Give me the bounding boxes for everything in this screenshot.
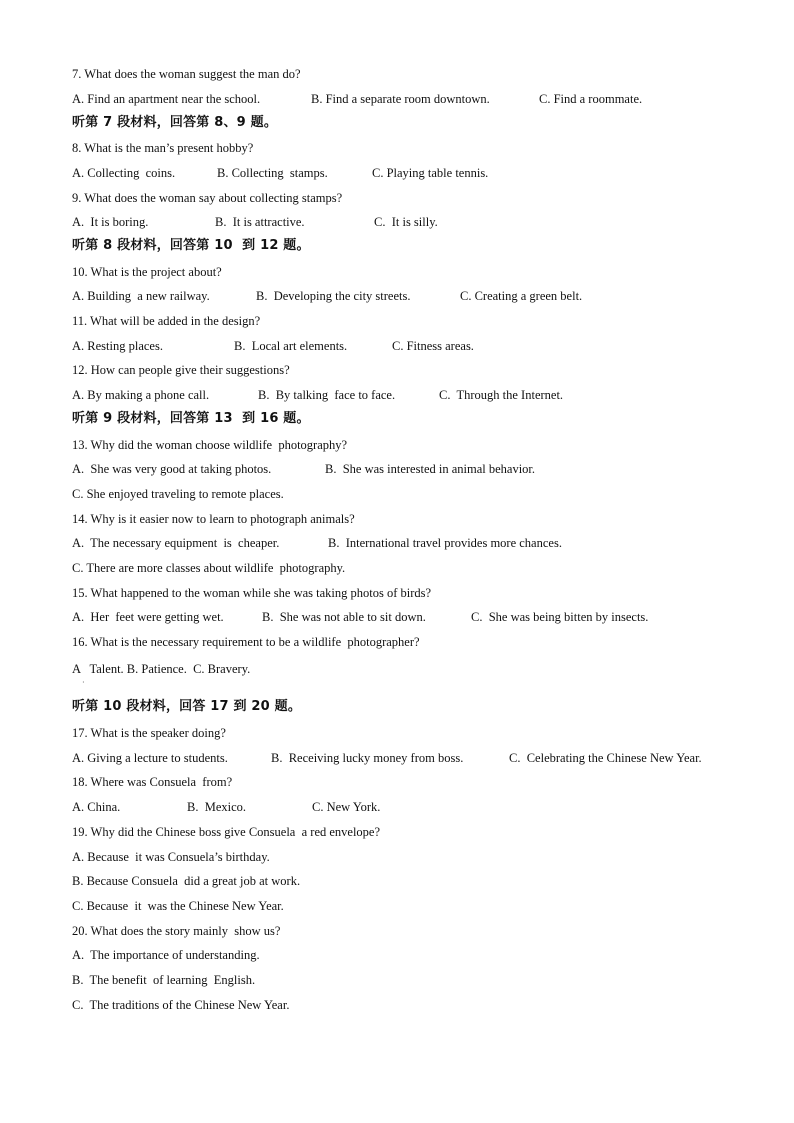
question-8: 8. What is the man’s present hobby?: [72, 141, 254, 155]
question-14: 14. Why is it easier now to learn to photograph animals?: [72, 512, 355, 526]
option-14a: A. The necessary equipment is cheaper.: [72, 536, 280, 550]
question-16: 16. What is the necessary requirement to be a wildlife photographer?: [72, 635, 420, 649]
option-10b: B. Developing the city streets.: [256, 289, 411, 303]
section-header-7: 听第 7 段材料，回答第 8、9 题。: [72, 115, 278, 130]
option-8b: B. Collecting stamps.: [217, 166, 328, 180]
option-15a: A. Her feet were getting wet.: [72, 610, 224, 624]
question-17: 17. What is the speaker doing?: [72, 726, 226, 740]
question-7: 7. What does the woman suggest the man do?: [72, 67, 301, 81]
options-row-17: [72, 750, 772, 766]
option-7a: A. Find an apartment near the school.: [72, 92, 261, 106]
question-12: 12. How can people give their suggestions?: [72, 363, 290, 377]
option-13b: B. She was interested in animal behavior.: [325, 462, 536, 476]
option-17a: A. Giving a lecture to students.: [72, 751, 228, 765]
option-19a: A. Because it was Consuela’s birthday.: [72, 850, 270, 864]
option-10a: A. Building a new railway.: [72, 289, 210, 303]
option-8a: A. Collecting coins.: [72, 166, 176, 180]
section-header-9: 听第 9 段材料，回答第 13 到 16 题。: [72, 411, 310, 426]
option-13a: A. She was very good at taking photos.: [72, 462, 272, 476]
option-7b: B. Find a separate room downtown.: [311, 92, 490, 106]
question-19: 19. Why did the Chinese boss give Consuela a red envelope?: [72, 825, 381, 839]
option-17c: C. Celebrating the Chinese New Year.: [509, 751, 702, 765]
option-12c: C. Through the Internet.: [439, 388, 564, 402]
option-13c: C. She enjoyed traveling to remote places.: [72, 487, 284, 501]
question-10: 10. What is the project about?: [72, 265, 222, 279]
option-8c: C. Playing table tennis.: [372, 166, 489, 180]
option-20c: C. The traditions of the Chinese New Year.: [72, 998, 290, 1012]
option-7c: C. Find a roommate.: [539, 92, 643, 106]
question-9: 9. What does the woman say about collecting stamps?: [72, 191, 343, 205]
question-18: 18. Where was Consuela from?: [72, 775, 233, 789]
option-9a: A. It is boring.: [72, 215, 149, 229]
option-18b: B. Mexico.: [187, 800, 247, 814]
option-11b: B. Local art elements.: [234, 339, 348, 353]
options-row-15: [72, 609, 772, 625]
section-header-8: 听第 8 段材料，回答第 10 到 12 题。: [72, 238, 310, 253]
options-row-18: [72, 799, 772, 815]
option-12b: B. By talking face to face.: [258, 388, 396, 402]
options-row-12: [72, 387, 772, 403]
option-10c: C. Creating a green belt.: [460, 289, 583, 303]
option-11a: A. Resting places.: [72, 339, 163, 353]
section-header-10: 听第 10 段材料，回答 17 到 20 题。: [72, 699, 302, 714]
option-15c: C. She was being bitten by insects.: [471, 610, 649, 624]
option-19b: B. Because Consuela did a great job at work.: [72, 874, 301, 888]
question-13: 13. Why did the woman choose wildlife photography?: [72, 438, 348, 452]
option-17b: B. Receiving lucky money from boss.: [271, 751, 464, 765]
question-11: 11. What will be added in the design?: [72, 314, 261, 328]
option-18a: A. China.: [72, 800, 121, 814]
options-row-7: [72, 91, 772, 107]
option-14b: B. International travel provides more chances.: [328, 536, 562, 550]
stray-mark: ·: [82, 678, 85, 687]
options-row-11: [72, 338, 772, 354]
options-row-13: [72, 461, 772, 477]
option-20a: A. The importance of understanding.: [72, 948, 260, 962]
option-9c: C. It is silly.: [374, 215, 438, 229]
question-20: 20. What does the story mainly show us?: [72, 924, 281, 938]
options-row-9: [72, 214, 772, 230]
option-18c: C. New York.: [312, 800, 381, 814]
option-9b: B. It is attractive.: [215, 215, 305, 229]
options-row-16: A Talent. B. Patience. C. Bravery.: [72, 662, 251, 676]
options-row-10: [72, 288, 772, 304]
options-row-14: [72, 535, 772, 551]
option-15b: B. She was not able to sit down.: [262, 610, 426, 624]
option-11c: C. Fitness areas.: [392, 339, 474, 353]
option-19c: C. Because it was the Chinese New Year.: [72, 899, 284, 913]
option-20b: B. The benefit of learning English.: [72, 973, 256, 987]
option-14c: C. There are more classes about wildlife photography.: [72, 561, 346, 575]
options-row-8: [72, 165, 772, 181]
question-15: 15. What happened to the woman while she was taking photos of birds?: [72, 586, 432, 600]
option-12a: A. By making a phone call.: [72, 388, 210, 402]
